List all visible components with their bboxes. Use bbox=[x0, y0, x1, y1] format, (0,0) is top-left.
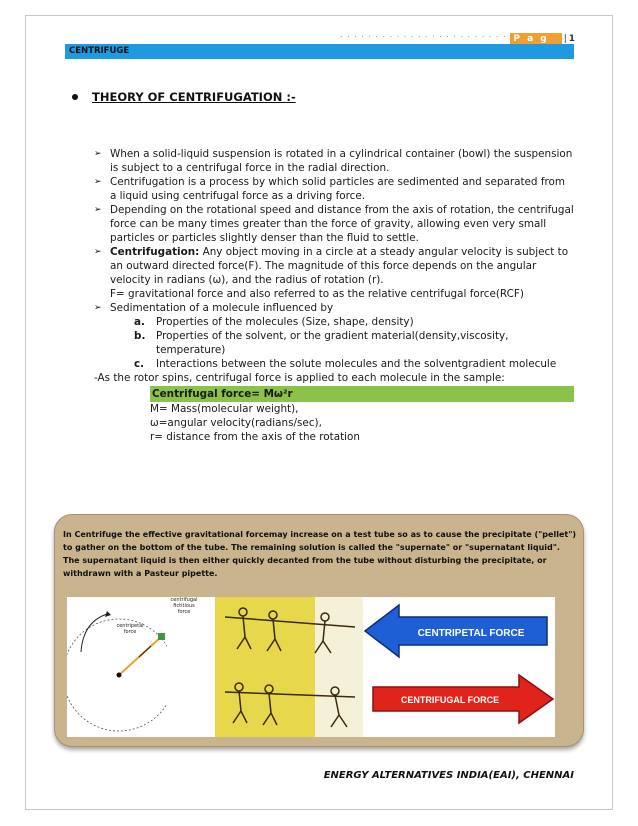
arrow-bullet-icon: ➢ bbox=[94, 205, 102, 215]
arrow-bullet-icon: ➢ bbox=[94, 247, 102, 257]
tug-of-war-illustration bbox=[215, 597, 555, 737]
sublist-label: a. bbox=[134, 316, 145, 328]
definition-text: Any object moving in a circle at a steady angular velocity is subject to an outward directed force(F). The magnitude of this force depends on the angular velocity in radians (ω), and the radius of rotation (r). bbox=[110, 246, 569, 286]
page-number: 1 bbox=[568, 34, 575, 44]
arrow-bullet-icon: ➢ bbox=[94, 149, 102, 159]
list-item bbox=[94, 203, 574, 245]
circular-motion-svg bbox=[67, 597, 167, 737]
sedimentation-intro: Sedimentation of a molecule influenced by bbox=[110, 302, 334, 314]
header-dots: . . . . . . . . . . . . . . . . . . . . . . . . bbox=[340, 30, 507, 39]
motion-arc bbox=[81, 614, 107, 652]
page-separator: | bbox=[563, 34, 567, 44]
formula-notes bbox=[150, 402, 574, 444]
sublist-text: Interactions between the solute molecules and the solventgradient molecule bbox=[156, 358, 557, 370]
list-item bbox=[94, 147, 574, 175]
section-heading-text: THEORY OF CENTRIFUGATION :- bbox=[92, 90, 296, 104]
centripetal-arrow-label: CENTRIPETAL FORCE bbox=[417, 628, 525, 639]
arrow-bullet-icon: ➢ bbox=[94, 177, 102, 187]
callout-text: In Centrifuge the effective gravitational forcemay increase on a test tube so as to cause the precipitate ("pellet") to gather on the bottom of the tube. The remaining solution is called the "supernate" or "supernatant liquid". The supernatant liquid is then either quickly decanted from the tube without disturbing the precipitate, or withdrawn with a Pasteur pipette. bbox=[63, 530, 577, 578]
bullet-icon bbox=[72, 94, 78, 100]
formula-note: ω=angular velocity(radians/sec), bbox=[150, 417, 322, 429]
sublist-text: Properties of the molecules (Size, shape, density) bbox=[156, 316, 414, 328]
list-item bbox=[94, 175, 574, 203]
point-text: When a solid-liquid suspension is rotated in a cylindrical container (bowl) the suspension is subject to a centrifugal force in the radial direction. bbox=[110, 148, 573, 174]
section-heading bbox=[72, 90, 296, 104]
sublist-label: b. bbox=[134, 330, 146, 342]
point-text: Centrifugation is a process by which solid particles are sedimented and separated from a liquid using centrifugal force as a driving force. bbox=[110, 176, 566, 202]
tug-of-war-svg bbox=[215, 597, 555, 737]
list-item bbox=[94, 301, 574, 315]
cartoon-panel-top bbox=[315, 597, 363, 667]
formula-bar: Centrifugal force= Mω²r bbox=[150, 386, 574, 402]
footer: ENERGY ALTERNATIVES INDIA(EAI), CHENNAI bbox=[323, 770, 574, 781]
definition bbox=[110, 245, 574, 301]
formula-note: r= distance from the axis of the rotation bbox=[150, 431, 360, 443]
callout-box bbox=[54, 514, 584, 747]
centrifugal-arrow-label: CENTRIFUGAL FORCE bbox=[400, 695, 500, 705]
force-arrow-line bbox=[139, 646, 151, 657]
point-text: Depending on the rotational speed and distance from the axis of rotation, the centrifugal force can be many times greater than the force of gravity, allowing even very small particles or particles slightly denser than the fluid to settle. bbox=[110, 204, 574, 244]
rotor-line: -As the rotor spins, centrifugal force is applied to each molecule in the sample: bbox=[94, 372, 505, 384]
sublist-label: c. bbox=[134, 358, 145, 370]
definition-note: F= gravitational force and also referred to as the relative centrifugal force(RCF) bbox=[110, 288, 524, 300]
content-body bbox=[94, 147, 574, 444]
page-label: P a g bbox=[510, 33, 561, 46]
sublist-item bbox=[134, 315, 574, 329]
sublist-item bbox=[134, 357, 574, 371]
sublist-text: Properties of the solvent, or the gradient material(density,viscosity, temperature) bbox=[156, 330, 509, 356]
definition-term: Centrifugation: bbox=[110, 246, 200, 258]
orbiting-mass bbox=[158, 633, 165, 640]
label-fictitious-force: centrifugal fictitious force bbox=[170, 597, 198, 615]
sublist-item bbox=[134, 329, 574, 357]
cartoon-panel-bottom bbox=[315, 667, 363, 737]
title-bar: CENTRIFUGE bbox=[65, 44, 574, 59]
sedimentation-list bbox=[94, 315, 574, 371]
arrow-bullet-icon: ➢ bbox=[94, 303, 102, 313]
list-item bbox=[94, 245, 574, 301]
formula-note: M= Mass(molecular weight), bbox=[150, 403, 299, 415]
center-point bbox=[117, 673, 122, 678]
label-centripetal-force: centripetal force bbox=[116, 623, 144, 635]
